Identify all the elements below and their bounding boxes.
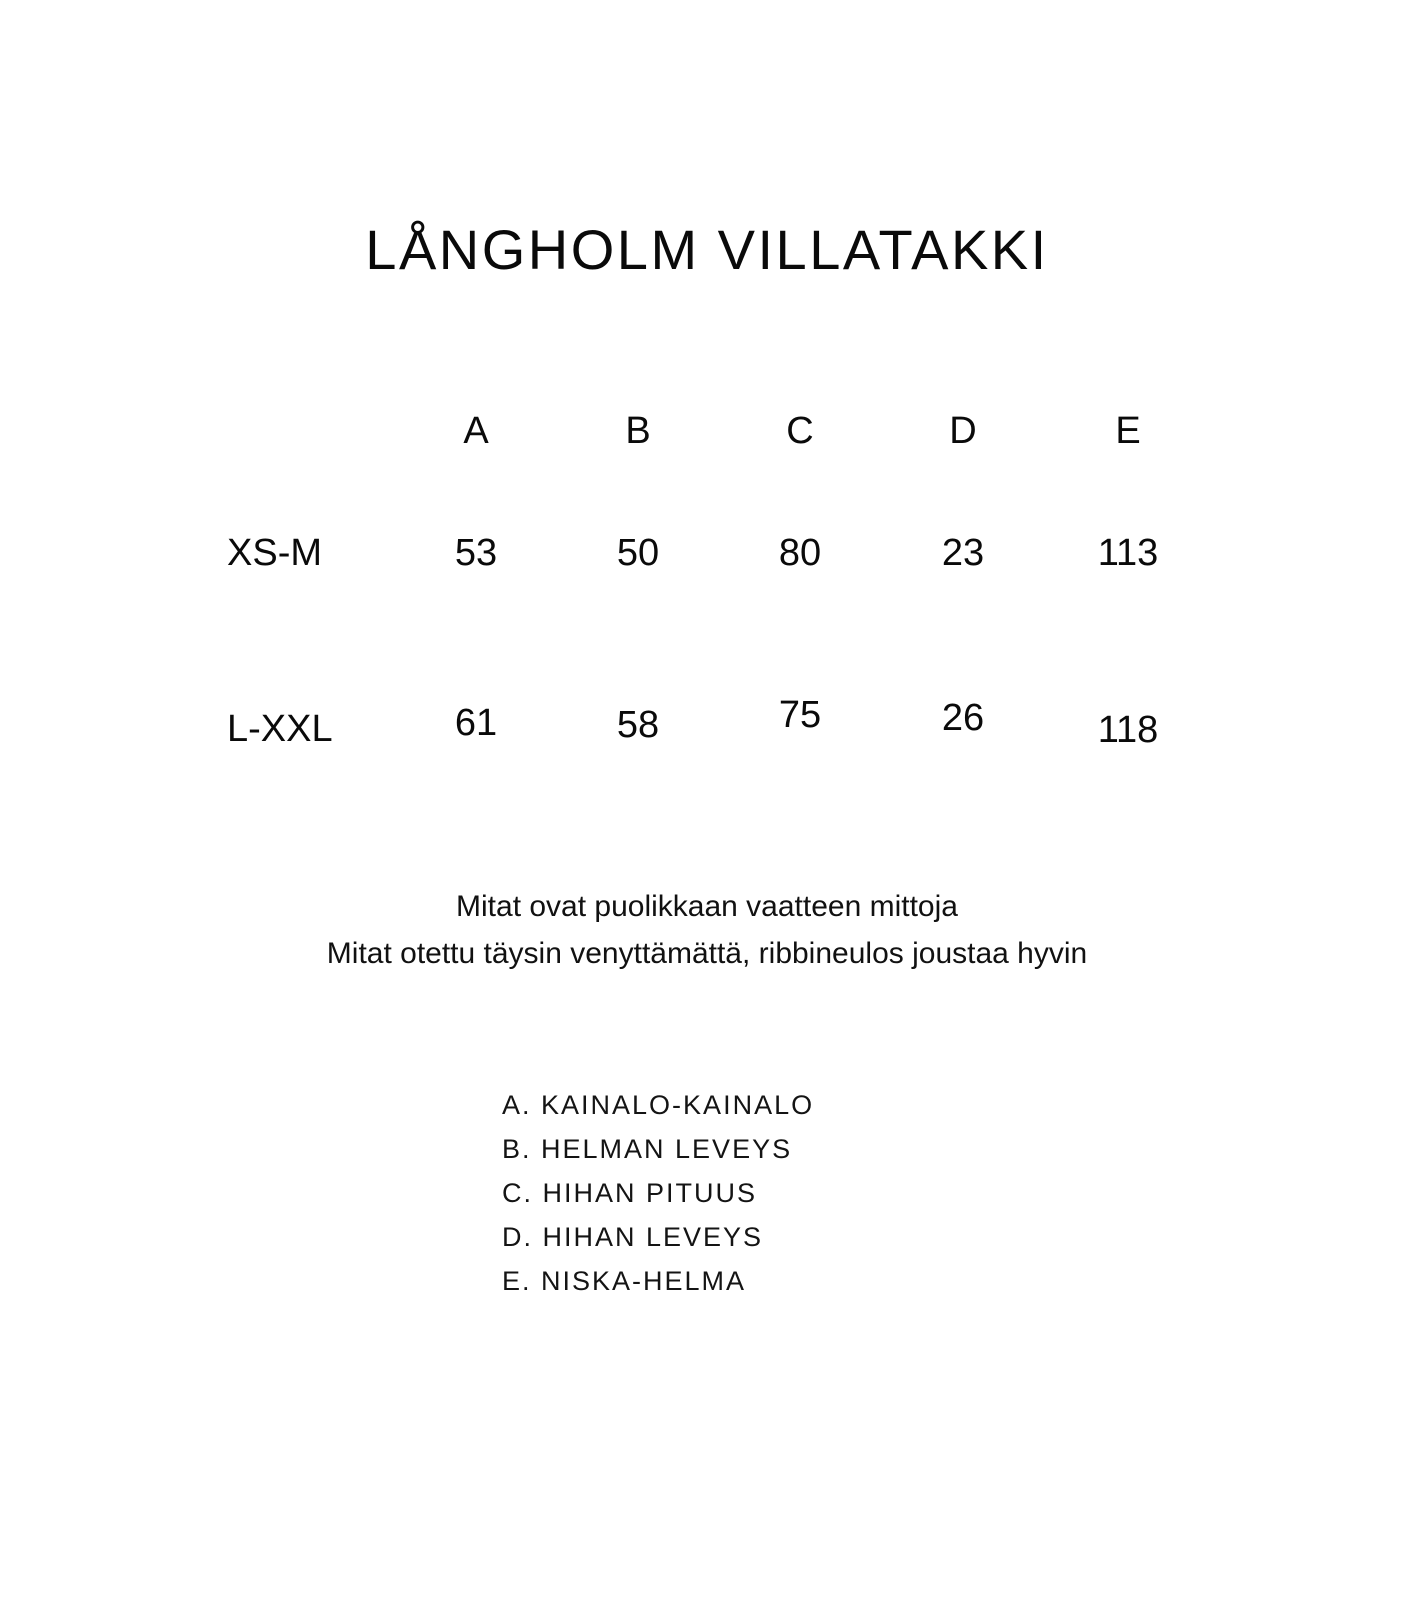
page-title: LÅNGHOLM VILLATAKKI xyxy=(365,218,1049,281)
measurement-value: 23 xyxy=(941,532,985,574)
measurement-value: 53 xyxy=(454,532,498,574)
measurement-value: 118 xyxy=(1097,709,1159,751)
measurement-value: 113 xyxy=(1097,532,1159,574)
column-header-a: A xyxy=(463,410,489,452)
column-header-e: E xyxy=(1115,410,1141,452)
legend-item-c: C. HIHAN PITUUS xyxy=(502,1178,758,1208)
note-line-1: Mitat ovat puolikkaan vaatteen mittoja xyxy=(456,890,958,923)
measurement-value: 61 xyxy=(454,702,498,744)
note-line-2: Mitat otettu täysin venyttämättä, ribbineulos joustaa hyvin xyxy=(326,937,1088,970)
legend-item-a: A. KAINALO-KAINALO xyxy=(502,1090,815,1120)
measurement-value: 58 xyxy=(616,704,660,746)
measurement-notes xyxy=(0,883,1414,977)
column-header-b: B xyxy=(625,410,651,452)
measurement-value: 75 xyxy=(778,694,822,736)
measurement-value: 50 xyxy=(616,532,660,574)
measurement-legend xyxy=(502,1090,814,1310)
column-header-d: D xyxy=(949,410,977,452)
row-label-xs-m: XS-M xyxy=(227,532,322,574)
column-header-c: C xyxy=(786,410,814,452)
legend-item-e: E. NISKA-HELMA xyxy=(502,1266,747,1296)
legend-item-d: D. HIHAN LEVEYS xyxy=(502,1222,764,1252)
measurement-value: 80 xyxy=(778,532,822,574)
legend-item-b: B. HELMAN LEVEYS xyxy=(502,1134,793,1164)
row-label-l-xxl: L-XXL xyxy=(227,708,333,750)
measurement-value: 26 xyxy=(941,697,985,739)
